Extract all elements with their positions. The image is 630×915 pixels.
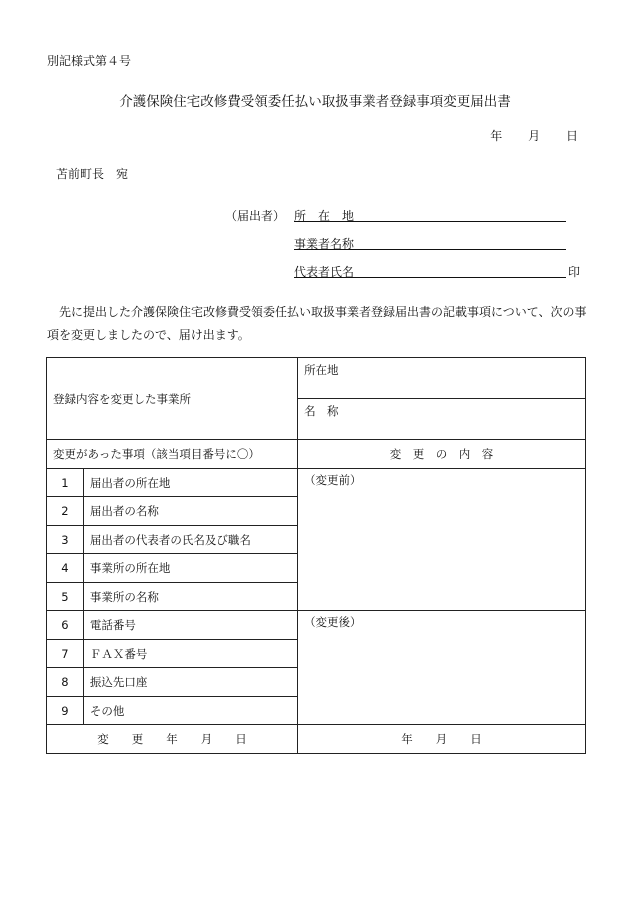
date-year: 年	[490, 129, 503, 143]
representative-label: 代表者氏名	[294, 265, 355, 279]
office-address-cell[interactable]	[298, 358, 586, 399]
address-line	[294, 221, 566, 222]
item-number[interactable]: 9	[47, 697, 84, 725]
item-number[interactable]: 6	[47, 611, 84, 640]
addressee: 苫前町長 宛	[56, 167, 129, 181]
change-date-value[interactable]: 年 月 日	[298, 725, 586, 754]
document-title: 介護保険住宅改修費受領委任払い取扱事業者登録事項変更届出書	[119, 94, 511, 110]
item-number[interactable]: 7	[47, 640, 84, 668]
notifier-label: （届出者）	[225, 209, 286, 223]
seal-mark: 印	[568, 265, 581, 279]
changed-office-label: 登録内容を変更した事業所	[47, 358, 298, 440]
body-text: 先に提出した介護保険住宅改修費受領委任払い取扱事業者登録届出書の記載事項について、次の事項を変更しましたので、届け出ます。	[47, 305, 587, 342]
item-number[interactable]: 2	[47, 497, 84, 526]
item-number[interactable]: 3	[47, 526, 84, 554]
changed-items-header: 変更があった事項（該当項目番号に〇）	[47, 440, 298, 469]
change-table	[46, 357, 586, 754]
item-label: 振込先口座	[83, 668, 297, 697]
item-label: 事業所の名称	[83, 583, 297, 611]
item-number[interactable]: 5	[47, 583, 84, 611]
change-date-label: 変 更 年 月 日	[47, 725, 298, 754]
address-label: 所 在 地	[294, 209, 355, 223]
date-month: 月	[528, 129, 541, 143]
item-label: ＦＡＸ番号	[83, 640, 297, 668]
before-change-cell[interactable]	[298, 469, 586, 611]
item-number[interactable]: 8	[47, 668, 84, 697]
business-name-line	[294, 249, 566, 250]
business-name-label: 事業者名称	[294, 237, 355, 251]
item-label: 届出者の名称	[83, 497, 297, 526]
date-line	[490, 127, 578, 144]
representative-line	[294, 277, 566, 278]
form-number: 別記様式第４号	[47, 54, 132, 68]
office-address-label: 所在地	[304, 363, 339, 377]
after-label: （変更後）	[304, 615, 362, 629]
item-label: 電話番号	[83, 611, 297, 640]
before-label: （変更前）	[304, 473, 362, 487]
item-label: その他	[83, 697, 297, 725]
item-label: 事業所の所在地	[83, 554, 297, 583]
item-number[interactable]: 1	[47, 469, 84, 497]
item-number[interactable]: 4	[47, 554, 84, 583]
date-day: 日	[565, 129, 578, 143]
change-content-header: 変 更 の 内 容	[298, 440, 586, 469]
item-label: 届出者の代表者の氏名及び職名	[83, 526, 297, 554]
office-name-cell[interactable]	[298, 399, 586, 440]
item-label: 届出者の所在地	[83, 469, 297, 497]
after-change-cell[interactable]	[298, 611, 586, 725]
office-name-label: 名 称	[304, 404, 339, 418]
